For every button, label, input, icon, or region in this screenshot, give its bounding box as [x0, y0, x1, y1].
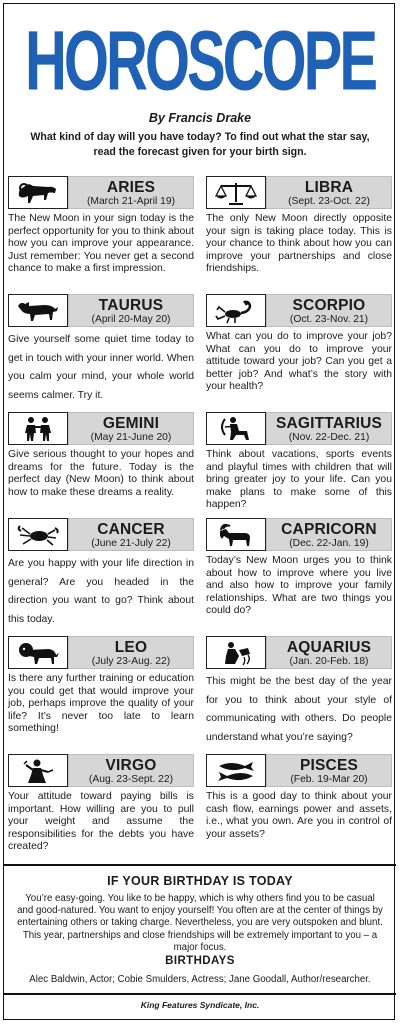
sign-dates: (June 21-July 22)	[91, 538, 171, 549]
sign-scorpio	[206, 294, 392, 394]
sign-name: VIRGO	[105, 757, 157, 774]
sign-pisces	[206, 754, 392, 841]
divider	[3, 993, 396, 995]
sign-dates: (Jan. 20-Feb. 18)	[289, 656, 369, 667]
sign-name: TAURUS	[98, 297, 164, 314]
sign-forecast: The only New Moon directly opposite your sign is taking place today. This is your chance to think about how you can improve your partnerships and close friendships.	[206, 213, 392, 275]
sign-forecast: Think about vacations, sports events and playful times with children that will bring greater joy to your life. Can you make plans to make some of this happen?	[206, 449, 392, 511]
sign-forecast: This might be the best day of the year for you to think about your style of communicating with others. Do people understand what you’re saying?	[206, 676, 392, 743]
sign-forecast: The New Moon in your sign today is the perfect opportunity for you to think about how you can improve your appearance. Just remember: You never get a second chance to make a first impression.	[8, 213, 194, 275]
sign-dates: (Aug. 23-Sept. 22)	[88, 774, 174, 785]
byline: By Francis Drake	[148, 111, 252, 125]
sign-cancer	[8, 518, 194, 629]
lion-icon	[8, 636, 68, 669]
sign-dates: (Nov. 22-Dec. 21)	[288, 432, 370, 443]
sign-leo	[8, 636, 194, 736]
sign-forecast: Give yourself some quiet time today to get in touch with your inner world. When you calm your mind, your whole world seems calmer. Try it.	[8, 334, 194, 401]
sign-taurus	[8, 294, 194, 405]
sign-virgo	[8, 754, 194, 854]
birthdays-list: Alec Baldwin, Actor; Cobie Smulders, Actress; Jane Goodall, Author/researcher.	[29, 974, 371, 985]
sign-capricorn	[206, 518, 392, 618]
birthday-text: You’re easy-going. You like to be happy, which is why others find you to be casual and good-natured. You want to enjoy yourself! You often are at the center of things by entertaining others or taking charge. Nevertheless, you are very outspoken and blunt. This year, partnerships and close friendships will be extremely important to you – a major focus.	[17, 893, 383, 953]
sign-dates: (Dec. 22-Jan. 19)	[289, 538, 369, 549]
maiden-icon	[8, 754, 68, 787]
sign-dates: (Feb. 19-Mar 20)	[290, 774, 368, 785]
sign-libra	[206, 176, 392, 276]
sign-name: SCORPIO	[292, 297, 366, 314]
archer-icon	[206, 412, 266, 445]
intro-text: What kind of day will you have today? To find out what the star say, read the forecast given for your birth sign.	[30, 131, 370, 158]
sign-name: SAGITTARIUS	[275, 415, 383, 432]
sign-name: PISCES	[299, 757, 359, 774]
sign-dates: (March 21-April 19)	[86, 196, 176, 207]
sign-gemini	[8, 412, 194, 499]
sign-name: GEMINI	[102, 415, 160, 432]
sign-forecast: Today’s New Moon urges you to think about how to improve where you live and also how to improve your family relationships. What are two things you could do?	[206, 555, 392, 617]
sign-dates: (July 23-Aug. 22)	[91, 656, 171, 667]
sign-aquarius	[206, 636, 392, 747]
sign-dates: (April 20-May 20)	[91, 314, 171, 325]
water-bearer-icon	[206, 636, 266, 669]
sign-dates: (May 21-June 20)	[90, 432, 172, 443]
sign-name: ARIES	[106, 179, 156, 196]
sign-name: CANCER	[97, 521, 165, 538]
sign-dates: (Sept. 23-Oct. 22)	[288, 196, 370, 207]
scorpion-icon	[206, 294, 266, 327]
sign-name: CAPRICORN	[281, 521, 377, 538]
sign-forecast: Are you happy with your life direction in general? Are you headed in the direction you want to go? Think about this today.	[8, 558, 194, 625]
fish-icon	[206, 754, 266, 787]
sign-name: LEO	[114, 639, 148, 656]
sign-forecast: This is a good day to think about your cash flow, earnings power and assets, i.e., what you own. Are you in control of your assets?	[206, 791, 392, 840]
sign-name: LIBRA	[304, 179, 354, 196]
scales-icon	[206, 176, 266, 209]
sign-forecast: Is there any further training or education you could get that would improve your job, perhaps improve the quality of your life? It’s never too late to learn something!	[8, 673, 194, 735]
sign-forecast: Your attitude toward paying bills is important. How willing are you to pull your weight and assume the responsibilities for the debts you have created?	[8, 791, 194, 853]
sign-forecast: What can you do to improve your job? What can you do to improve your attitude toward your job? Can you get a better job? And what’s the story with your health?	[206, 331, 392, 393]
sign-dates: (Oct. 23-Nov. 21)	[289, 314, 369, 325]
page-title: HOROSCOPE	[24, 14, 376, 109]
twins-icon	[8, 412, 68, 445]
birthday-heading: IF YOUR BIRTHDAY IS TODAY	[107, 874, 293, 888]
sign-aries	[8, 176, 194, 276]
sign-name: AQUARIUS	[286, 639, 372, 656]
bull-icon	[8, 294, 68, 327]
crab-icon	[8, 518, 68, 551]
sign-forecast: Give serious thought to your hopes and dreams for the future. Today is the perfect day (New Moon) to think about how to make these dreams a reality.	[8, 449, 194, 498]
birthdays-heading: BIRTHDAYS	[165, 955, 235, 967]
goat-icon	[206, 518, 266, 551]
syndicate-credit: King Features Syndicate, Inc.	[140, 1000, 260, 1010]
ram-icon	[8, 176, 68, 209]
sign-sagittarius	[206, 412, 392, 512]
divider	[3, 864, 396, 866]
